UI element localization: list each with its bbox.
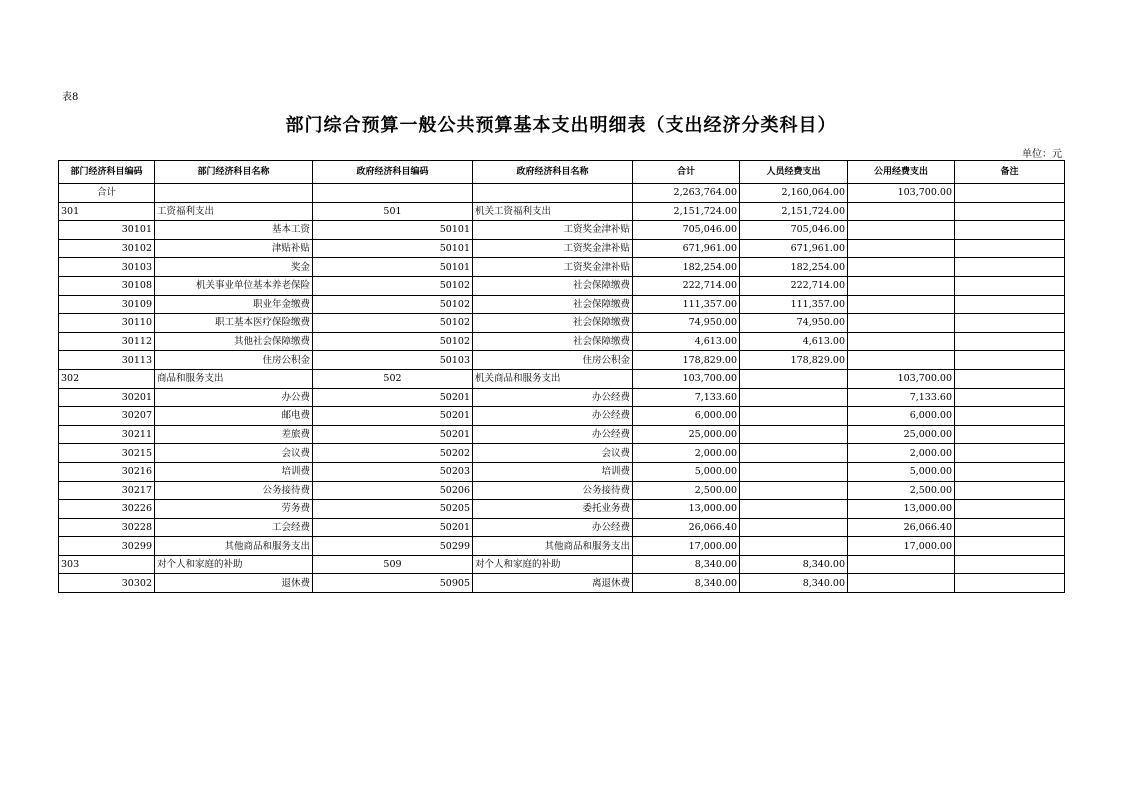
- cell-gov-code: 50206: [313, 481, 473, 500]
- table-row: [59, 462, 1065, 481]
- table-row: [59, 537, 1065, 556]
- cell-personnel: [740, 537, 848, 556]
- table-label: 表8: [62, 92, 79, 103]
- header-notes: 备注: [955, 161, 1065, 184]
- table-row: [59, 221, 1065, 240]
- cell-gov-code: 50102: [313, 314, 473, 333]
- cell-public: 26,066.40: [848, 518, 955, 537]
- cell-gov-name: 其他商品和服务支出: [473, 537, 633, 556]
- cell-notes: [955, 388, 1065, 407]
- cell-gov-code: 50202: [313, 444, 473, 463]
- cell-notes: [955, 537, 1065, 556]
- cell-notes: [955, 239, 1065, 258]
- cell-total: 2,000.00: [633, 444, 740, 463]
- cell-gov-code: 50201: [313, 518, 473, 537]
- cell-dept-code: 303: [59, 555, 155, 574]
- cell-gov-name: 机关商品和服务支出: [473, 369, 633, 388]
- cell-notes: [955, 351, 1065, 370]
- cell-total: 5,000.00: [633, 462, 740, 481]
- cell-dept-name: 工会经费: [155, 518, 313, 537]
- cell-total: 2,151,724.00: [633, 202, 740, 221]
- cell-gov-code: 50201: [313, 407, 473, 426]
- cell-gov-name: 对个人和家庭的补助: [473, 555, 633, 574]
- cell-public: [848, 258, 955, 277]
- unit-label: 单位：元: [1022, 149, 1062, 160]
- cell-public: 2,500.00: [848, 481, 955, 500]
- cell-gov-name: 办公经费: [473, 388, 633, 407]
- cell-personnel: [740, 518, 848, 537]
- cell-public: [848, 221, 955, 240]
- table-row: [59, 258, 1065, 277]
- cell-dept-code: 30112: [59, 332, 155, 351]
- total-row-label: 合计: [59, 184, 155, 203]
- cell-total: 26,066.40: [633, 518, 740, 537]
- cell-notes: [955, 407, 1065, 426]
- table-row: [59, 332, 1065, 351]
- cell-notes: [955, 369, 1065, 388]
- cell-public: 6,000.00: [848, 407, 955, 426]
- table-row: [59, 388, 1065, 407]
- cell-total: 103,700.00: [633, 369, 740, 388]
- cell-gov-name: 办公经费: [473, 518, 633, 537]
- cell-dept-code: 30110: [59, 314, 155, 333]
- cell-personnel: 74,950.00: [740, 314, 848, 333]
- table-row: [59, 295, 1065, 314]
- cell-total: 178,829.00: [633, 351, 740, 370]
- cell-personnel: [740, 481, 848, 500]
- cell-dept-code: 30113: [59, 351, 155, 370]
- cell-notes: [955, 518, 1065, 537]
- total-row-personnel: 2,160,064.00: [740, 184, 848, 203]
- cell-gov-code: 50905: [313, 574, 473, 593]
- cell-total: 2,500.00: [633, 481, 740, 500]
- cell-gov-code: 50101: [313, 221, 473, 240]
- cell-gov-code: 50101: [313, 258, 473, 277]
- cell-personnel: [740, 407, 848, 426]
- cell-dept-code: 30108: [59, 276, 155, 295]
- cell-dept-name: 培训费: [155, 462, 313, 481]
- cell-gov-name: 公务接待费: [473, 481, 633, 500]
- header-total: 合计: [633, 161, 740, 184]
- cell-dept-name: 津贴补贴: [155, 239, 313, 258]
- cell-public: 2,000.00: [848, 444, 955, 463]
- cell-personnel: [740, 500, 848, 519]
- cell-gov-name: 社会保障缴费: [473, 332, 633, 351]
- cell-dept-code: 30226: [59, 500, 155, 519]
- cell-dept-code: 302: [59, 369, 155, 388]
- cell-public: [848, 295, 955, 314]
- cell-personnel: 705,046.00: [740, 221, 848, 240]
- cell-notes: [955, 425, 1065, 444]
- cell-public: [848, 555, 955, 574]
- cell-public: [848, 351, 955, 370]
- total-row-gov-code: [313, 184, 473, 203]
- table-row: [59, 444, 1065, 463]
- total-row-dept-name: [155, 184, 313, 203]
- table-row: [59, 314, 1065, 333]
- cell-gov-name: 办公经费: [473, 425, 633, 444]
- cell-personnel: 182,254.00: [740, 258, 848, 277]
- cell-public: 17,000.00: [848, 537, 955, 556]
- cell-dept-code: 30216: [59, 462, 155, 481]
- cell-gov-name: 委托业务费: [473, 500, 633, 519]
- cell-total: 8,340.00: [633, 574, 740, 593]
- cell-personnel: 111,357.00: [740, 295, 848, 314]
- cell-total: 7,133.60: [633, 388, 740, 407]
- cell-gov-name: 离退休费: [473, 574, 633, 593]
- cell-dept-code: 30201: [59, 388, 155, 407]
- cell-dept-name: 其他商品和服务支出: [155, 537, 313, 556]
- cell-total: 6,000.00: [633, 407, 740, 426]
- cell-public: [848, 574, 955, 593]
- cell-gov-code: 501: [313, 202, 473, 221]
- total-row: [59, 184, 1065, 203]
- cell-dept-name: 办公费: [155, 388, 313, 407]
- cell-dept-name: 其他社会保障缴费: [155, 332, 313, 351]
- cell-gov-name: 工资奖金津补贴: [473, 258, 633, 277]
- cell-dept-code: 301: [59, 202, 155, 221]
- cell-gov-name: 住房公积金: [473, 351, 633, 370]
- cell-notes: [955, 295, 1065, 314]
- cell-gov-name: 工资奖金津补贴: [473, 221, 633, 240]
- table-row: [59, 276, 1065, 295]
- header-row: [59, 161, 1065, 184]
- cell-notes: [955, 481, 1065, 500]
- cell-dept-code: 30101: [59, 221, 155, 240]
- table-row: [59, 407, 1065, 426]
- cell-dept-name: 退休费: [155, 574, 313, 593]
- cell-dept-name: 工资福利支出: [155, 202, 313, 221]
- cell-gov-code: 50102: [313, 276, 473, 295]
- cell-dept-name: 住房公积金: [155, 351, 313, 370]
- cell-notes: [955, 462, 1065, 481]
- cell-dept-code: 30103: [59, 258, 155, 277]
- cell-dept-name: 差旅费: [155, 425, 313, 444]
- cell-public: [848, 332, 955, 351]
- table-row: [59, 351, 1065, 370]
- cell-dept-name: 职工基本医疗保险缴费: [155, 314, 313, 333]
- cell-gov-code: 50203: [313, 462, 473, 481]
- cell-dept-name: 机关事业单位基本养老保险: [155, 276, 313, 295]
- cell-gov-name: 会议费: [473, 444, 633, 463]
- cell-public: [848, 239, 955, 258]
- cell-notes: [955, 221, 1065, 240]
- header-dept-name: 部门经济科目名称: [155, 161, 313, 184]
- cell-public: [848, 276, 955, 295]
- cell-dept-name: 对个人和家庭的补助: [155, 555, 313, 574]
- table-row: [59, 500, 1065, 519]
- cell-personnel: [740, 444, 848, 463]
- cell-notes: [955, 276, 1065, 295]
- cell-total: 74,950.00: [633, 314, 740, 333]
- cell-notes: [955, 500, 1065, 519]
- cell-dept-code: 30217: [59, 481, 155, 500]
- cell-dept-code: 30102: [59, 239, 155, 258]
- cell-total: 25,000.00: [633, 425, 740, 444]
- cell-gov-code: 50103: [313, 351, 473, 370]
- header-public: 公用经费支出: [848, 161, 955, 184]
- page-title: 部门综合预算一般公共预算基本支出明细表（支出经济分类科目）: [285, 115, 837, 136]
- cell-dept-code: 30211: [59, 425, 155, 444]
- cell-total: 705,046.00: [633, 221, 740, 240]
- cell-public: [848, 202, 955, 221]
- table-group-row: [59, 555, 1065, 574]
- cell-total: 111,357.00: [633, 295, 740, 314]
- cell-dept-code: 30109: [59, 295, 155, 314]
- cell-notes: [955, 314, 1065, 333]
- cell-personnel: 222,714.00: [740, 276, 848, 295]
- table-row: [59, 239, 1065, 258]
- header-gov-code: 政府经济科目编码: [313, 161, 473, 184]
- cell-gov-name: 机关工资福利支出: [473, 202, 633, 221]
- cell-gov-name: 社会保障缴费: [473, 314, 633, 333]
- cell-total: 222,714.00: [633, 276, 740, 295]
- cell-total: 671,961.00: [633, 239, 740, 258]
- table-row: [59, 518, 1065, 537]
- cell-public: 5,000.00: [848, 462, 955, 481]
- cell-dept-name: 基本工资: [155, 221, 313, 240]
- cell-gov-code: 502: [313, 369, 473, 388]
- cell-notes: [955, 555, 1065, 574]
- cell-personnel: [740, 388, 848, 407]
- cell-total: 17,000.00: [633, 537, 740, 556]
- cell-public: 13,000.00: [848, 500, 955, 519]
- total-row-public: 103,700.00: [848, 184, 955, 203]
- total-row-notes: [955, 184, 1065, 203]
- cell-gov-code: 50299: [313, 537, 473, 556]
- cell-personnel: 2,151,724.00: [740, 202, 848, 221]
- cell-gov-code: 50102: [313, 295, 473, 314]
- cell-gov-code: 50101: [313, 239, 473, 258]
- cell-dept-code: 30299: [59, 537, 155, 556]
- cell-personnel: 8,340.00: [740, 555, 848, 574]
- cell-personnel: [740, 369, 848, 388]
- cell-gov-name: 社会保障缴费: [473, 295, 633, 314]
- cell-dept-name: 会议费: [155, 444, 313, 463]
- cell-notes: [955, 202, 1065, 221]
- cell-dept-name: 奖金: [155, 258, 313, 277]
- cell-dept-code: 30302: [59, 574, 155, 593]
- cell-personnel: 671,961.00: [740, 239, 848, 258]
- cell-total: 13,000.00: [633, 500, 740, 519]
- cell-dept-code: 30215: [59, 444, 155, 463]
- cell-dept-name: 公务接待费: [155, 481, 313, 500]
- cell-gov-name: 办公经费: [473, 407, 633, 426]
- cell-total: 4,613.00: [633, 332, 740, 351]
- table-row: [59, 574, 1065, 593]
- cell-personnel: 178,829.00: [740, 351, 848, 370]
- cell-notes: [955, 574, 1065, 593]
- cell-dept-name: 商品和服务支出: [155, 369, 313, 388]
- total-row-total: 2,263,764.00: [633, 184, 740, 203]
- cell-personnel: 8,340.00: [740, 574, 848, 593]
- cell-total: 182,254.00: [633, 258, 740, 277]
- cell-dept-name: 劳务费: [155, 500, 313, 519]
- table-group-row: [59, 369, 1065, 388]
- cell-notes: [955, 444, 1065, 463]
- cell-public: [848, 314, 955, 333]
- cell-dept-code: 30207: [59, 407, 155, 426]
- cell-gov-code: 509: [313, 555, 473, 574]
- total-row-gov-name: [473, 184, 633, 203]
- cell-gov-code: 50201: [313, 388, 473, 407]
- cell-gov-code: 50205: [313, 500, 473, 519]
- cell-dept-code: 30228: [59, 518, 155, 537]
- cell-public: 7,133.60: [848, 388, 955, 407]
- cell-public: 25,000.00: [848, 425, 955, 444]
- cell-total: 8,340.00: [633, 555, 740, 574]
- cell-dept-name: 邮电费: [155, 407, 313, 426]
- header-gov-name: 政府经济科目名称: [473, 161, 633, 184]
- table-row: [59, 481, 1065, 500]
- table-row: [59, 425, 1065, 444]
- expenditure-detail-table: [58, 160, 1065, 593]
- header-personnel: 人员经费支出: [740, 161, 848, 184]
- cell-personnel: 4,613.00: [740, 332, 848, 351]
- cell-notes: [955, 258, 1065, 277]
- cell-gov-name: 培训费: [473, 462, 633, 481]
- cell-gov-code: 50102: [313, 332, 473, 351]
- table-group-row: [59, 202, 1065, 221]
- cell-personnel: [740, 462, 848, 481]
- cell-gov-name: 工资奖金津补贴: [473, 239, 633, 258]
- cell-dept-name: 职业年金缴费: [155, 295, 313, 314]
- cell-personnel: [740, 425, 848, 444]
- header-dept-code: 部门经济科目编码: [59, 161, 155, 184]
- cell-public: 103,700.00: [848, 369, 955, 388]
- cell-gov-name: 社会保障缴费: [473, 276, 633, 295]
- cell-notes: [955, 332, 1065, 351]
- cell-gov-code: 50201: [313, 425, 473, 444]
